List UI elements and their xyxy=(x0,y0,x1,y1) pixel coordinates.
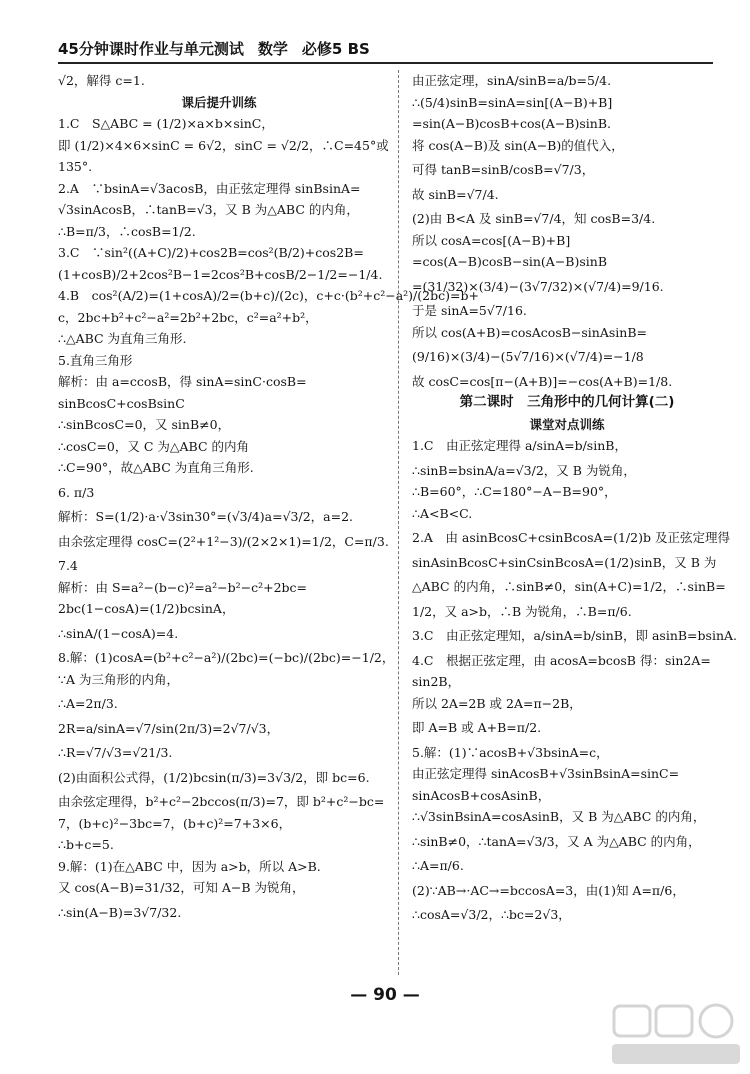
subject-label: 数学 xyxy=(257,39,288,58)
right-line: 所以 2A=2B 或 2A=π−2B， xyxy=(412,695,582,711)
left-line: 135°. xyxy=(58,159,93,174)
right-line: 由正弦定理，sinA/sinB=a/b=5/4. xyxy=(412,73,612,88)
right-line: ∴cosA=√3/2，∴bc=2√3， xyxy=(412,907,571,922)
volume-label: 必修5 BS xyxy=(301,39,370,58)
left-line: ∴sinA/(1−cosA)=4. xyxy=(58,625,179,641)
left-line: √3sinAcosB，∴tanB=√3，又 B 为△ABC 的内角， xyxy=(58,202,359,217)
right-line: ∴(5/4)sinB=sinA=sin[(A−B)+B] xyxy=(412,94,613,110)
page-header xyxy=(58,34,713,64)
left-line: (2)由面积公式得，(1/2)bcsin(π/3)=3√3/2，即 bc=6. xyxy=(58,769,370,785)
left-line: ∴B=π/3，∴cosB=1/2. xyxy=(58,223,196,239)
right-line: ∴A=π/6. xyxy=(412,858,464,873)
left-line: ∴b+c=5. xyxy=(58,837,114,852)
right-line: =(31/32)×(3/4)−(3√7/32)×(√7/4)=9/16. xyxy=(412,278,664,294)
right-line: sinAcosB+cosAsinB， xyxy=(412,787,551,803)
left-line: 解析：由 S=a²−(b−c)²=a²−b²−c²+2bc= xyxy=(58,579,307,595)
right-line: 可得 tanB=sinB/cosB=√7/3， xyxy=(412,162,595,177)
left-line: 2bc(1−cosA)=(1/2)bcsinA， xyxy=(58,601,235,616)
left-line: 又 cos(A−B)=31/32，可知 A−B 为锐角， xyxy=(58,880,305,895)
left-line: ∴sinBcosC=0，又 sinB≠0， xyxy=(58,417,231,432)
left-line: 7，(b+c)²−3bc=7，(b+c)²=7+3×6， xyxy=(58,815,292,831)
right-line: 于是 sinA=5√7/16. xyxy=(412,303,527,318)
left-line: c，2bc+b²+c²−a²=2b²+2bc，c²=a²+b²， xyxy=(58,309,318,325)
left-line: (1+cosB)/2+2cos²B−1=2cos²B+cosB/2−1/2=−1/4. xyxy=(58,266,383,282)
right-line: ∴sinB=bsinA/a=√3/2，又 B 为锐角， xyxy=(412,462,636,478)
left-line: 5.直角三角形 xyxy=(58,352,133,368)
right-line: 所以 cos(A+B)=cosAcosB−sinAsinB= xyxy=(412,324,648,340)
left-line: ∴△ABC 为直角三角形. xyxy=(58,331,187,346)
left-line: 2R=a/sinA=√7/sin(2π/3)=2√7/√3， xyxy=(58,720,280,736)
right-line: 3.C 由正弦定理知，a/sinA=b/sinB，即 asinB=bsinA. xyxy=(412,628,737,643)
left-line: 7.4 xyxy=(58,558,78,573)
right-line: 即 A=B 或 A+B=π/2. xyxy=(412,720,542,735)
left-line: 8.解：(1)cosA=(b²+c²−a²)/(2bc)=(−bc)/(2bc)=−1/2， xyxy=(58,650,395,665)
right-line: =cos(A−B)cosB−sin(A−B)sinB xyxy=(412,254,608,269)
right-line: ∴sinB≠0，∴tanA=√3/3，又 A 为△ABC 的内角， xyxy=(412,833,701,849)
right-line: 2.A 由 asinBcosC+csinBcosA=(1/2)b 及正弦定理得 xyxy=(412,530,730,545)
book-title: 45分钟课时作业与单元测试 xyxy=(58,39,244,58)
left-line: ∴R=√7/√3=√21/3. xyxy=(58,745,173,760)
right-line: ∴B=60°，∴C=180°−A−B=90°， xyxy=(412,484,617,499)
left-line: 即 (1/2)×4×6×sinC = 6√2，sinC = √2/2，∴C=45°或 xyxy=(58,137,389,153)
column-divider xyxy=(398,70,399,975)
left-line: 解析：由 a=ccosB，得 sinA=sinC·cosB= xyxy=(58,374,307,389)
left-line: 3.C ∵sin²((A+C)/2)+cos2B=cos²(B/2)+cos2B= xyxy=(58,245,364,260)
left-line: 6. π/3 xyxy=(58,484,95,500)
left-line: sinBcosC+cosBsinC xyxy=(58,395,185,411)
right-line: 课堂对点训练 xyxy=(529,416,605,432)
left-line: ∴C=90°，故△ABC 为直角三角形. xyxy=(58,460,254,475)
right-line: 故 cosC=cos[π−(A+B)]=−cos(A+B)=1/8. xyxy=(412,373,673,389)
right-line: 所以 cosA=cos[(A−B)+B] xyxy=(412,232,571,248)
right-line: sin2B， xyxy=(412,674,461,689)
right-line: (2)∵AB→·AC→=bccosA=3，由(1)知 A=π/6， xyxy=(412,882,685,898)
right-line: 5.解：(1)∵acosB+√3bsinA=c， xyxy=(412,744,609,760)
left-line: 9.解：(1)在△ABC 中，因为 a>b，所以 A>B. xyxy=(58,858,321,874)
left-line: ∴A=2π/3. xyxy=(58,696,118,711)
left-line: 课后提升训练 xyxy=(181,94,257,110)
right-line: (9/16)×(3/4)−(5√7/16)×(√7/4)=−1/8 xyxy=(412,349,644,364)
watermark-logo xyxy=(606,1000,746,1070)
right-line: (2)由 B<A 及 sinB=√7/4，知 cosB=3/4. xyxy=(412,211,656,226)
left-line: 1.C S△ABC = (1/2)×a×b×sinC， xyxy=(58,116,274,131)
right-line: 第二课时 三角形中的几何计算(二) xyxy=(459,394,675,410)
right-line: 由正弦定理得 sinAcosB+√3sinBsinA=sinC= xyxy=(412,766,680,781)
right-line: 1/2，又 a>b，∴B 为锐角，∴B=π/6. xyxy=(412,603,632,619)
right-column xyxy=(412,70,737,926)
left-line: √2，解得 c=1. xyxy=(58,73,145,88)
right-line: sinAsinBcosC+sinCsinBcosA=(1/2)sinB，又 B 为 xyxy=(412,554,717,570)
right-line: ∴A<B<C. xyxy=(412,505,473,521)
right-line: =sin(A−B)cosB+cos(A−B)sinB. xyxy=(412,116,611,131)
left-line: 由余弦定理得，b²+c²−2bccos(π/3)=7，即 b²+c²−bc= xyxy=(58,794,385,809)
left-line: 2.A ∵bsinA=√3acosB，由正弦定理得 sinBsinA= xyxy=(58,180,361,196)
right-line: 1.C 由正弦定理得 a/sinA=b/sinB， xyxy=(412,438,627,453)
left-line: ∴cosC=0，又 C 为△ABC 的内角 xyxy=(58,438,249,454)
right-line: ∴√3sinBsinA=cosAsinB，又 B 为△ABC 的内角， xyxy=(412,809,706,824)
left-line: ∵A 为三角形的内角， xyxy=(58,671,179,687)
left-line: 4.B cos²(A/2)=(1+cosA)/2=(b+c)/(2c)，c+c·(b²+c²−a²)/(2bc)=b+ xyxy=(58,288,479,303)
right-line: △ABC 的内角，∴sinB≠0，sin(A+C)=1/2，∴sinB= xyxy=(412,579,726,594)
right-line: 4.C 根据正弦定理，由 acosA=bcosB 得：sin2A= xyxy=(412,652,711,668)
left-line: 解析：S=(1/2)·a·√3sin30°=(√3/4)a=√3/2，a=2. xyxy=(58,509,354,524)
right-line: 故 sinB=√7/4. xyxy=(412,186,499,202)
left-line: ∴sin(A−B)=3√7/32. xyxy=(58,904,182,920)
page-number: — 90 — xyxy=(350,985,420,1005)
left-line: 由余弦定理得 cosC=(2²+1²−3)/(2×2×1)=1/2，C=π/3. xyxy=(58,533,389,549)
right-line: 将 cos(A−B)及 sin(A−B)的值代入， xyxy=(412,137,624,153)
